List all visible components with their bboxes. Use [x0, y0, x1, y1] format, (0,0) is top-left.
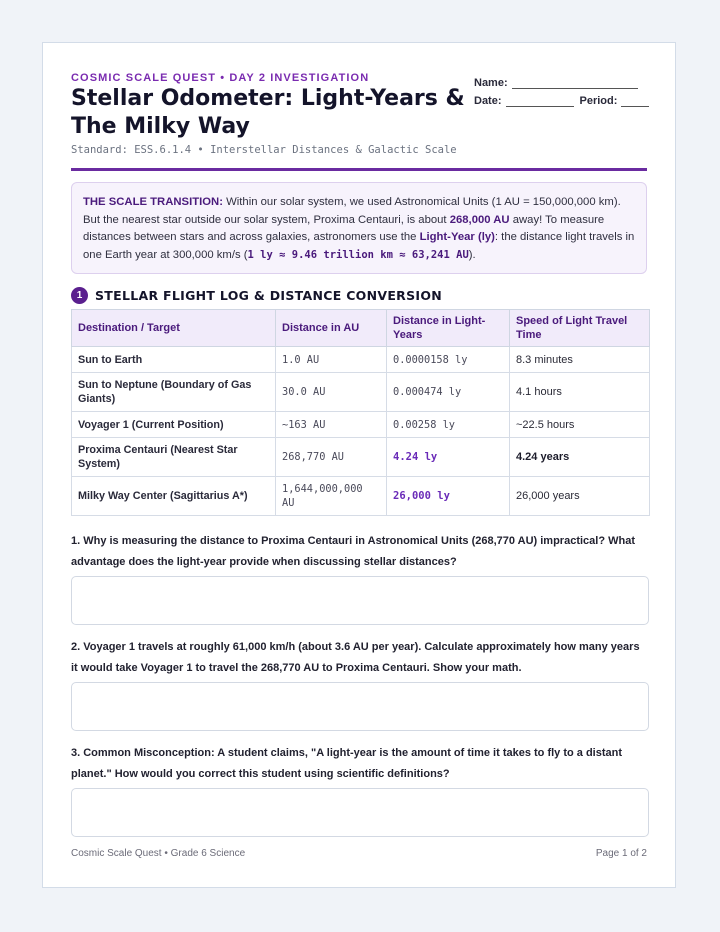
- question-1: 1. Why is measuring the distance to Proxima Centauri in Astronomical Units (268,770 AU) impractical? What advantage does the light-year provide when discussing stellar distances?: [71, 535, 635, 568]
- answer-box-2[interactable]: [71, 682, 649, 731]
- table-cell: Proxima Centauri (Nearest Star System): [72, 438, 276, 477]
- period-field[interactable]: [621, 95, 649, 107]
- table-cell: 4.1 hours: [510, 373, 650, 412]
- table-row: [72, 373, 650, 412]
- column-header: Distance in AU: [276, 310, 387, 347]
- table-cell: Voyager 1 (Current Position): [72, 412, 276, 438]
- table-row: [72, 412, 650, 438]
- page-footer: [71, 848, 647, 859]
- flight-log-table: [71, 309, 650, 516]
- student-info: [474, 71, 674, 107]
- footer-course: Cosmic Scale Quest • Grade 6 Science: [71, 848, 246, 859]
- question-2: 2. Voyager 1 travels at roughly 61,000 km/h (about 3.6 AU per year). Calculate approximately how many years it would take Voyager 1 to travel the 268,770 AU to Proxima Centauri. Show your math.: [71, 641, 640, 674]
- table-cell: 268,770 AU: [276, 438, 387, 477]
- name-label: Name:: [474, 77, 508, 89]
- section-header: [71, 286, 647, 304]
- table-cell: ~22.5 hours: [510, 412, 650, 438]
- table-cell: Sun to Neptune (Boundary of Gas Giants): [72, 373, 276, 412]
- scale-transition-callout: [71, 182, 647, 274]
- page-title: Stellar Odometer: Light-Years & The Milky Way: [71, 86, 465, 139]
- date-field[interactable]: [506, 95, 574, 107]
- callout-formula: 1 ly ≈ 9.46 trillion km ≈ 63,241 AU: [247, 248, 469, 261]
- name-field[interactable]: [512, 77, 638, 89]
- callout-lead: THE SCALE TRANSITION:: [83, 196, 223, 208]
- table-cell: 1.0 AU: [276, 347, 387, 373]
- answer-box-3[interactable]: [71, 788, 649, 837]
- callout-text-1: Within our solar system, we used Astronomical Units (1 AU = 150,000,000 km). But the nearest star outside our solar system, Proxima Centauri, is about: [83, 196, 621, 226]
- column-header: Destination / Target: [72, 310, 276, 347]
- column-header: Distance in Light-Years: [387, 310, 510, 347]
- table-cell: 1,644,000,000 AU: [276, 477, 387, 516]
- table-cell: Milky Way Center (Sagittarius A*): [72, 477, 276, 516]
- table-cell: 26,000 years: [510, 477, 650, 516]
- question-3: 3. Common Misconception: A student claims, "A light-year is the amount of time it takes to fly to a distant planet." How would you correct this student using scientific definitions?: [71, 747, 623, 780]
- table-cell: Sun to Earth: [72, 347, 276, 373]
- callout-em-2: Light-Year (ly): [419, 231, 495, 243]
- eyebrow-label: COSMIC SCALE QUEST • DAY 2 INVESTIGATION: [71, 72, 370, 84]
- callout-text-4: ).: [468, 248, 476, 261]
- table-cell: 26,000 ly: [387, 477, 510, 516]
- table-cell: 30.0 AU: [276, 373, 387, 412]
- table-cell: 4.24 years: [510, 438, 650, 477]
- worksheet-page: [42, 42, 676, 888]
- table-cell: 0.0000158 ly: [387, 347, 510, 373]
- column-header: Speed of Light Travel Time: [510, 310, 650, 347]
- section-number-badge: 1: [71, 287, 88, 304]
- callout-text-3: : the distance light travels in one Earth year at 300,000 km/s (: [83, 231, 635, 261]
- table-row: [72, 438, 650, 477]
- section-title: STELLAR FLIGHT LOG & DISTANCE CONVERSION: [95, 287, 443, 303]
- table-cell: 8.3 minutes: [510, 347, 650, 373]
- date-period-row: [474, 89, 674, 107]
- table-cell: ~163 AU: [276, 412, 387, 438]
- callout-em-1: 268,000 AU: [449, 213, 510, 226]
- footer-page-number: Page 1 of 2: [595, 848, 647, 859]
- callout-text-2: away! To measure distances between stars and across galaxies, astronomers use the: [83, 213, 605, 243]
- table-cell: 4.24 ly: [387, 438, 510, 477]
- period-label: Period:: [579, 95, 618, 107]
- page-content: [71, 43, 647, 887]
- table-cell: 0.00258 ly: [387, 412, 510, 438]
- date-label: Date:: [474, 95, 502, 107]
- table-row: [72, 347, 650, 373]
- table-header-row: [72, 310, 650, 347]
- table-row: [72, 477, 650, 516]
- name-row: [474, 71, 674, 89]
- table-cell: 0.000474 ly: [387, 373, 510, 412]
- header-divider: [71, 168, 647, 171]
- standard-label: Standard: ESS.6.1.4 • Interstellar Distances & Galactic Scale: [71, 144, 457, 156]
- answer-box-1[interactable]: [71, 576, 649, 625]
